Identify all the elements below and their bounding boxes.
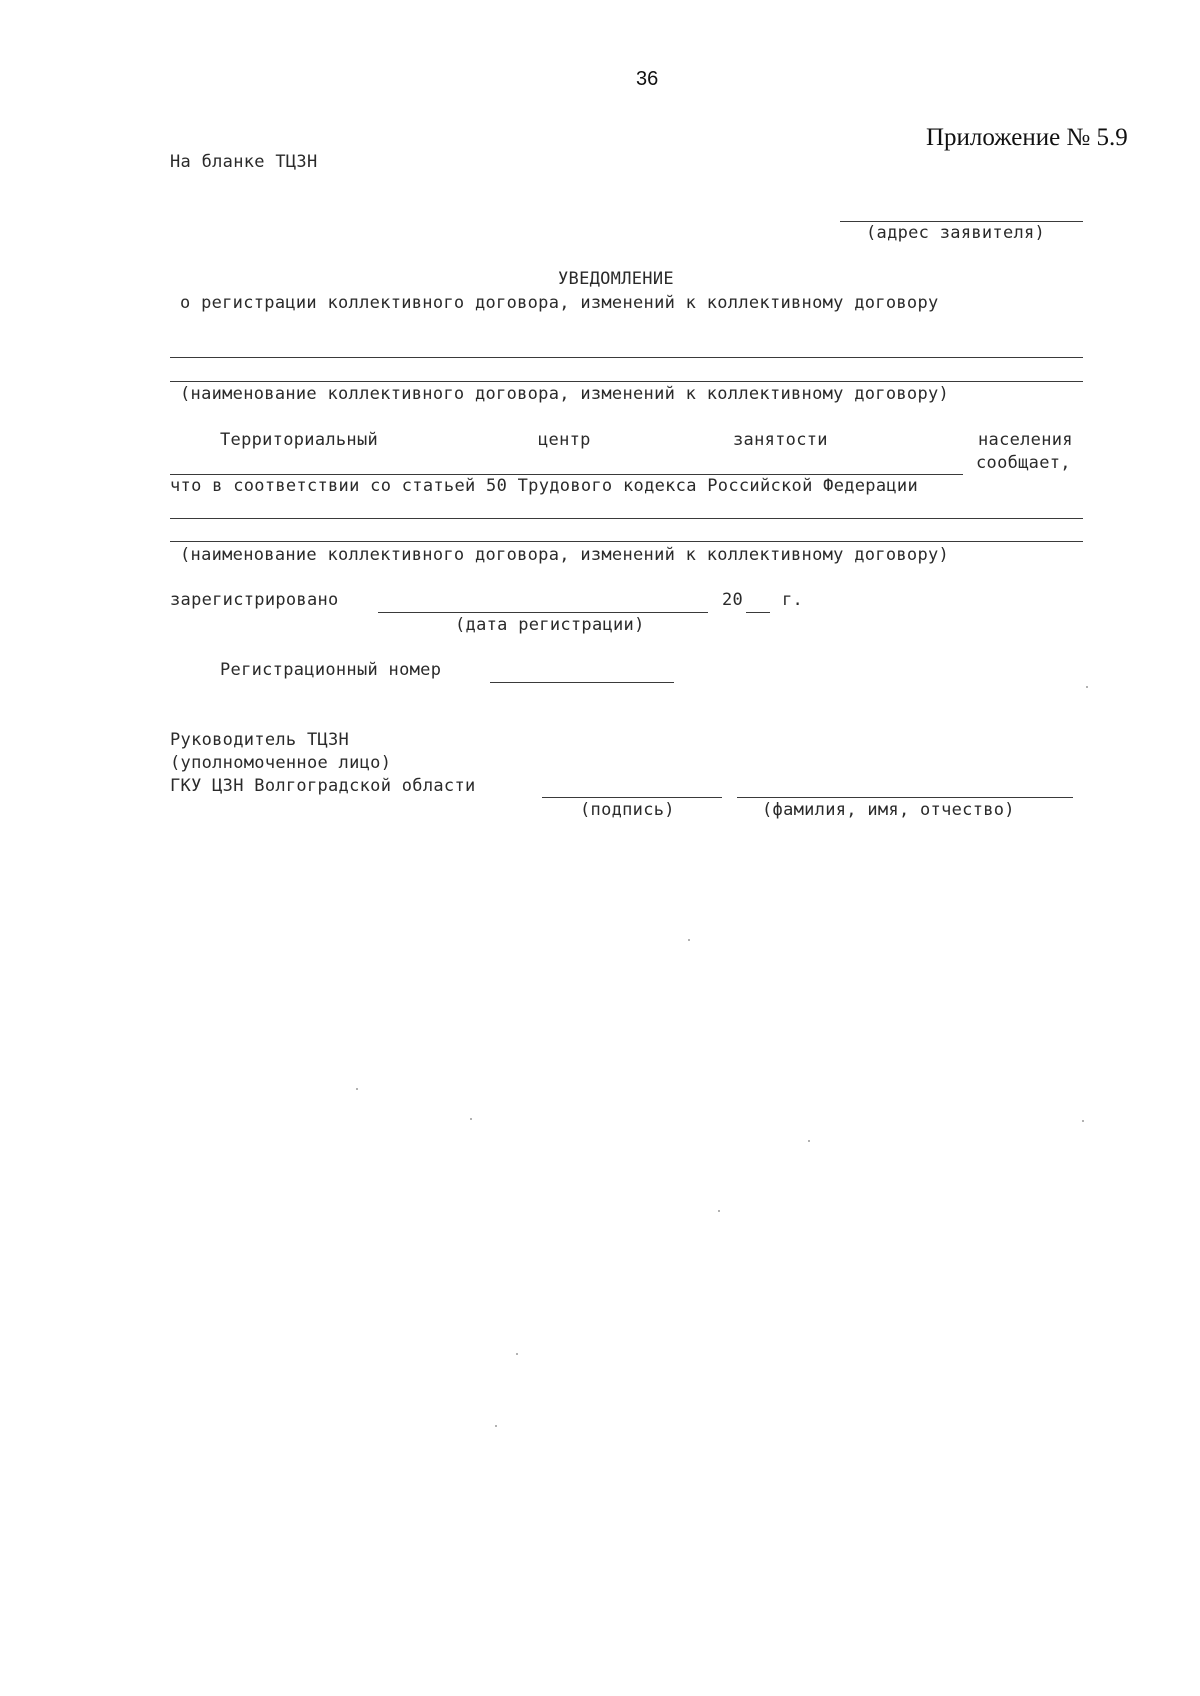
agreement-name-line-4 [170, 541, 1083, 542]
registered-label: зарегистрировано [170, 590, 339, 610]
scan-speck [356, 1088, 358, 1090]
applicant-address-line [840, 221, 1083, 222]
signature-line [542, 797, 722, 798]
statement-line-2: что в соответствии со статьей 50 Трудового кодекса Российской Федерации [170, 476, 918, 496]
scan-speck [718, 1210, 720, 1212]
signatory-line-3: ГКУ ЦЗН Волгоградской области [170, 776, 476, 796]
registration-date-caption: (дата регистрации) [455, 615, 645, 635]
scan-speck [1086, 686, 1088, 688]
territorial-center-line [170, 474, 963, 475]
scan-speck [688, 939, 690, 941]
year-prefix: 20 [722, 590, 744, 610]
registration-number-line [490, 682, 674, 683]
agreement-name-line-2 [170, 381, 1083, 382]
year-line [746, 612, 770, 613]
scan-speck [1082, 1120, 1084, 1122]
agreement-name-line-3 [170, 518, 1083, 519]
letterhead-note: На бланке ТЦЗН [170, 152, 318, 172]
applicant-address-caption: (адрес заявителя) [866, 223, 1046, 243]
agreement-name-caption: (наименование коллективного договора, изменений к коллективному договору) [180, 384, 950, 404]
statement-word-2: центр [538, 430, 591, 450]
appendix-label: Приложение № 5.9 [926, 124, 1128, 151]
agreement-name-line-1 [170, 357, 1083, 358]
full-name-line [737, 797, 1073, 798]
document-subtitle: о регистрации коллективного договора, изменений к коллективному договору [180, 293, 939, 313]
statement-reports: сообщает, [976, 453, 1071, 473]
year-suffix: г. [782, 590, 804, 610]
scan-speck [808, 1140, 810, 1142]
scan-speck [470, 1118, 472, 1120]
signature-caption: (подпись) [580, 800, 675, 820]
statement-word-4: населения [978, 430, 1073, 450]
statement-word-3: занятости [733, 430, 828, 450]
agreement-name-caption-2: (наименование коллективного договора, изменений к коллективному договору) [180, 545, 950, 565]
statement-word-1: Территориальный [220, 430, 379, 450]
full-name-caption: (фамилия, имя, отчество) [762, 800, 1015, 820]
scan-speck [495, 1425, 497, 1427]
page-number: 36 [636, 68, 659, 90]
signatory-line-2: (уполномоченное лицо) [170, 753, 392, 773]
document-title: УВЕДОМЛЕНИЕ [558, 269, 674, 289]
scan-speck [516, 1353, 518, 1355]
signatory-line-1: Руководитель ТЦЗН [170, 730, 350, 750]
registration-date-line [378, 612, 708, 613]
registration-number-label: Регистрационный номер [220, 660, 442, 680]
